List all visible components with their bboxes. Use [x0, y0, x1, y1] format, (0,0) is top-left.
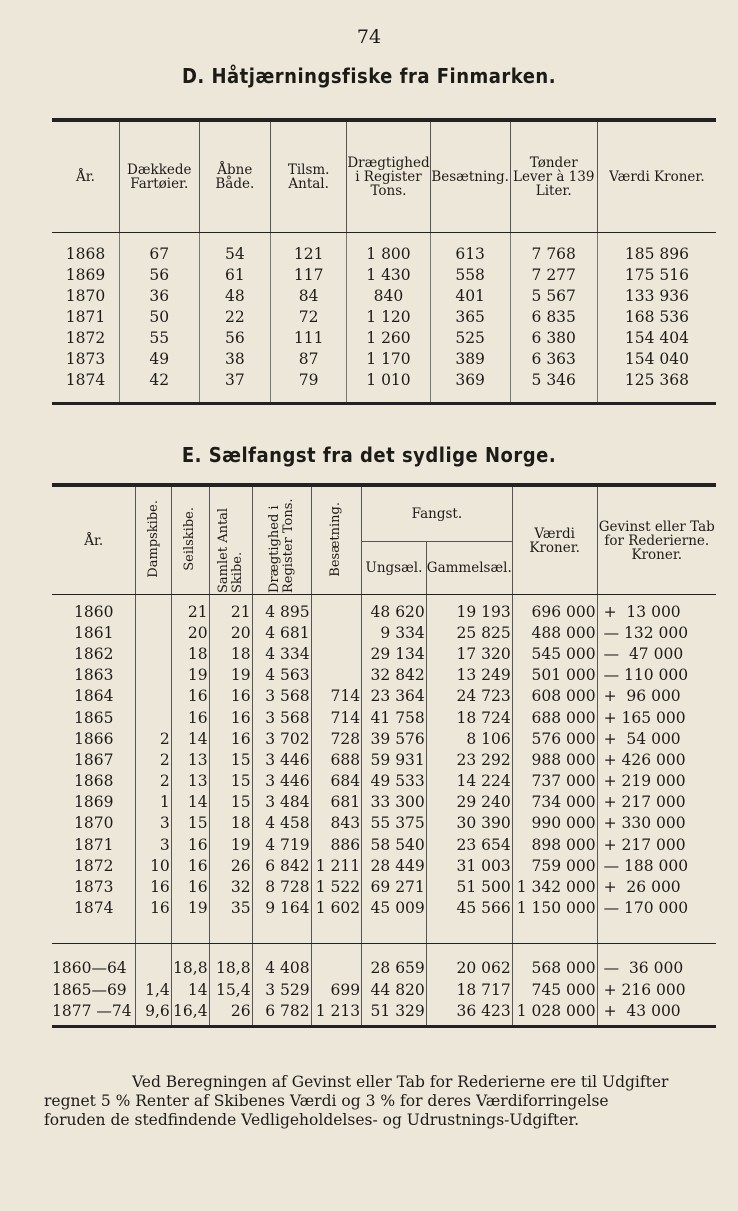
d-table-cell: 84	[271, 285, 347, 306]
d-table-row	[52, 285, 716, 306]
e-table-row	[52, 834, 716, 855]
d-table-cell: 1 800	[347, 233, 430, 265]
e-table-cell: 29 134	[362, 643, 427, 664]
e-average-row	[52, 943, 716, 979]
e-table-cell: 1 211	[311, 855, 361, 876]
e-table-cell: 714	[311, 707, 361, 728]
e-table-cell: 15,4	[209, 979, 252, 1000]
footnote-line-2: regnet 5 % Renter af Skibenes Værdi og 3 % for deres Værdiforringelse	[44, 1092, 609, 1110]
d-table-cell: 1 260	[347, 327, 430, 348]
e-table-cell: 14	[171, 728, 209, 749]
e-table-cell: 6 842	[252, 855, 311, 876]
e-table-cell: 19	[209, 834, 252, 855]
d-table-cell: 154 404	[597, 327, 716, 348]
e-table-cell: 9 164	[252, 898, 311, 944]
e-table-cell: 1870	[74, 814, 114, 833]
e-table-cell: 32 842	[362, 665, 427, 686]
d-table-cell: 369	[430, 369, 510, 404]
d-table-cell: 36	[119, 285, 199, 306]
e-table-cell: 20	[171, 622, 209, 643]
e-average-row	[52, 979, 716, 1000]
e-header-steamships	[136, 487, 171, 595]
d-table-cell: 1871	[65, 307, 106, 326]
e-table-cell	[136, 595, 171, 623]
d-table-row	[52, 306, 716, 327]
d-table-cell: 54	[199, 233, 270, 265]
e-table-cell: 3 484	[252, 792, 311, 813]
d-table-cell: 185 896	[597, 233, 716, 265]
e-table-cell: 1863	[74, 666, 114, 685]
e-table-cell: 1865—69	[52, 980, 127, 999]
e-table-cell: 1871	[74, 835, 114, 854]
e-table-cell: 16,4	[171, 1000, 209, 1027]
d-table-cell: 6 380	[510, 327, 597, 348]
e-table-cell: 545 000	[512, 643, 597, 664]
e-table-cell: 1869	[74, 793, 114, 812]
e-table-cell: 13 249	[426, 665, 512, 686]
e-table-cell: 3	[136, 813, 171, 834]
footnote-line-3: foruden de stedfindende Vedligeholdelses- og Udrustnings-Udgifter.	[44, 1111, 580, 1129]
e-table-cell: 728	[311, 728, 361, 749]
d-table-cell: 1872	[65, 328, 106, 347]
e-table-cell: 1873	[74, 878, 114, 897]
d-table-cell: 50	[119, 306, 199, 327]
d-table-cell: 6 363	[510, 348, 597, 369]
e-table-cell: 49 533	[362, 771, 427, 792]
e-table-cell: 16	[171, 855, 209, 876]
e-table-cell: 14 224	[426, 771, 512, 792]
d-table-cell: 154 040	[597, 348, 716, 369]
e-table-cell: 696 000	[512, 595, 597, 623]
e-table-cell: 48 620	[362, 595, 427, 623]
d-table-cell: 48	[199, 285, 270, 306]
d-table-cell: 168 536	[597, 306, 716, 327]
e-table-cell: 688	[311, 749, 361, 770]
e-header-crew	[311, 487, 361, 595]
e-table-cell: 14	[171, 979, 209, 1000]
e-table-cell: 1868	[74, 772, 114, 791]
e-header-tonnage-label: Drægtighed i Register Tons.	[266, 497, 296, 593]
e-table-cell: 16	[209, 707, 252, 728]
d-table-cell: 22	[199, 306, 270, 327]
d-table-cell: 1874	[52, 369, 119, 404]
header-total-count: Tilsm. Antal.	[271, 122, 347, 233]
d-table-cell: 37	[199, 369, 270, 404]
d-table-row	[52, 348, 716, 369]
e-table-cell: 18	[209, 643, 252, 664]
e-table-cell: 886	[311, 834, 361, 855]
d-table-cell: 1 120	[347, 306, 430, 327]
e-table-row	[52, 686, 716, 707]
d-table-cell: 49	[119, 348, 199, 369]
e-table-cell: 688 000	[512, 707, 597, 728]
e-table-cell: 15	[209, 749, 252, 770]
e-table-row	[52, 792, 716, 813]
header-tonnage: Drægtighed i Register Tons.	[347, 122, 430, 233]
d-table-cell: 125 368	[597, 369, 716, 404]
d-table-cell: 117	[271, 264, 347, 285]
e-table-cell	[136, 707, 171, 728]
d-table-cell: 365	[430, 306, 510, 327]
e-table-row	[52, 622, 716, 643]
e-table-cell: 576 000	[512, 728, 597, 749]
e-table-cell: 10	[136, 855, 171, 876]
e-table-cell: 16	[136, 898, 171, 944]
e-table-cell: 23 364	[362, 686, 427, 707]
e-table-cell: 8 728	[252, 876, 311, 897]
e-table-cell	[136, 643, 171, 664]
e-table-cell: 16	[136, 876, 171, 897]
e-table-cell: 1872	[74, 856, 114, 875]
e-table-cell: 1 522	[311, 876, 361, 897]
d-table-cell: 1873	[65, 349, 106, 368]
e-table-cell: 4 563	[252, 665, 311, 686]
e-table-cell: 16	[209, 728, 252, 749]
e-table-cell: 15	[209, 771, 252, 792]
d-table-cell: 56	[199, 327, 270, 348]
e-table-cell: 25 825	[426, 622, 512, 643]
e-table-cell: + 96 000	[597, 686, 716, 707]
e-table-cell: 4 895	[252, 595, 311, 623]
e-table-cell: 16	[171, 707, 209, 728]
d-table-cell: 175 516	[597, 264, 716, 285]
e-table-cell: 33 300	[362, 792, 427, 813]
e-table-cell: 31 003	[426, 855, 512, 876]
e-table-cell: 988 000	[512, 749, 597, 770]
e-table-cell: — 132 000	[597, 622, 716, 643]
e-table-cell: 608 000	[512, 686, 597, 707]
d-table-cell: 87	[271, 348, 347, 369]
d-table-cell: 121	[271, 233, 347, 265]
e-table-cell: 714	[311, 686, 361, 707]
e-table-row	[52, 876, 716, 897]
e-table-cell	[311, 943, 361, 979]
e-average-row	[52, 1000, 716, 1027]
e-table-cell: 45 009	[362, 898, 427, 944]
e-table-cell: 17 320	[426, 643, 512, 664]
e-header-total-ships	[209, 487, 252, 595]
section-d-title: D. Håtjærningsfiske fra Finmarken.	[181, 64, 557, 88]
e-table-cell: 898 000	[512, 834, 597, 855]
e-header-gain-loss: Gevinst eller Tab for Rederierne. Kroner.	[597, 487, 716, 595]
e-table-cell: 51 329	[362, 1000, 427, 1027]
e-header-old-seal: Gammelsæl.	[426, 542, 512, 595]
e-table-cell: 18,8	[209, 943, 252, 979]
e-table-cell: 1864	[74, 687, 114, 706]
d-table-cell: 389	[430, 348, 510, 369]
e-table-cell: 28 449	[362, 855, 427, 876]
e-table-cell: — 188 000	[597, 855, 716, 876]
e-table-cell: 8 106	[426, 728, 512, 749]
e-table-cell	[311, 595, 361, 623]
e-table-cell: 3 529	[252, 979, 311, 1000]
e-table-cell: 990 000	[512, 813, 597, 834]
e-table-cell: 2	[136, 728, 171, 749]
d-table-cell: 42	[119, 369, 199, 404]
e-table-row	[52, 665, 716, 686]
header-barrels-liver: Tønder Lever à 139 Liter.	[510, 122, 597, 233]
e-table-cell: 14	[171, 792, 209, 813]
e-table-cell: 1 213	[311, 1000, 361, 1027]
page-number: 74	[356, 26, 382, 48]
e-table-row	[52, 898, 716, 944]
e-table-cell: 6 782	[252, 1000, 311, 1027]
e-table-cell: 19 193	[426, 595, 512, 623]
e-table-cell: 4 458	[252, 813, 311, 834]
d-table-row	[52, 264, 716, 285]
e-table-cell: 3 568	[252, 707, 311, 728]
e-table-cell: — 36 000	[597, 943, 716, 979]
d-table-cell: 525	[430, 327, 510, 348]
e-table-cell: 684	[311, 771, 361, 792]
e-table-row	[52, 749, 716, 770]
e-table-cell: — 170 000	[597, 898, 716, 944]
d-table-row	[52, 233, 716, 265]
section-e-table	[52, 483, 716, 1028]
e-table-cell: 44 820	[362, 979, 427, 1000]
e-table-cell: — 110 000	[597, 665, 716, 686]
e-table-cell: 2	[136, 749, 171, 770]
e-table-cell: 16	[171, 876, 209, 897]
e-table-cell	[311, 622, 361, 643]
e-table-cell: 32	[209, 876, 252, 897]
e-table-cell: 9 334	[362, 622, 427, 643]
d-table-row	[52, 327, 716, 348]
d-table-cell: 5 567	[510, 285, 597, 306]
e-table-cell: 18	[171, 643, 209, 664]
header-crew: Besætning.	[430, 122, 510, 233]
e-table-cell: 1865	[74, 708, 114, 727]
e-table-cell: 45 566	[426, 898, 512, 944]
e-table-cell: 39 576	[362, 728, 427, 749]
e-table-cell: 26	[209, 1000, 252, 1027]
e-table-cell: 1862	[74, 644, 114, 663]
e-table-cell: 18 717	[426, 979, 512, 1000]
d-table-cell: 1 170	[347, 348, 430, 369]
e-table-cell: + 330 000	[597, 813, 716, 834]
e-table-cell: 23 292	[426, 749, 512, 770]
e-table-cell: 681	[311, 792, 361, 813]
e-table-cell: 1860—64	[52, 959, 127, 978]
header-year: År.	[52, 122, 119, 233]
e-table-cell: 699	[311, 979, 361, 1000]
e-header-young-seal: Ungsæl.	[362, 542, 427, 595]
d-table-cell: 61	[199, 264, 270, 285]
e-table-cell: 501 000	[512, 665, 597, 686]
e-table-cell: 3 702	[252, 728, 311, 749]
e-header-value: Værdi Kroner.	[512, 487, 597, 595]
e-table-row	[52, 771, 716, 792]
section-e-title: E. Sælfangst fra det sydlige Norge.	[181, 443, 557, 467]
d-table-cell: 133 936	[597, 285, 716, 306]
e-table-row	[52, 813, 716, 834]
e-table-cell: 1 150 000	[512, 898, 597, 944]
e-table-cell: 3 446	[252, 749, 311, 770]
d-table-cell: 111	[271, 327, 347, 348]
e-header-crew-label: Besætning.	[328, 501, 344, 577]
header-covered-vessels: Dækkede Fartøier.	[119, 122, 199, 233]
section-d-table	[52, 118, 716, 405]
e-header-total-ships-label: Samlet Antal Skibe.	[215, 507, 245, 593]
e-table-cell: 1 342 000	[512, 876, 597, 897]
e-table-cell	[136, 622, 171, 643]
e-table-cell: + 165 000	[597, 707, 716, 728]
e-table-cell: 1866	[74, 729, 114, 748]
e-table-cell: 1 028 000	[512, 1000, 597, 1027]
e-table-cell: 745 000	[512, 979, 597, 1000]
e-table-cell: 9,6	[136, 1000, 171, 1027]
d-table-cell: 7 768	[510, 233, 597, 265]
e-table-cell: 19	[171, 898, 209, 944]
e-table-cell: 18,8	[171, 943, 209, 979]
e-table-cell: 18	[209, 813, 252, 834]
e-table-cell: 28 659	[362, 943, 427, 979]
e-table-row	[52, 728, 716, 749]
e-table-cell	[136, 686, 171, 707]
d-table-cell: 56	[119, 264, 199, 285]
e-table-cell: 3 568	[252, 686, 311, 707]
e-table-cell: 1,4	[136, 979, 171, 1000]
e-table-cell: 16	[171, 834, 209, 855]
e-table-cell: 59 931	[362, 749, 427, 770]
e-table-cell: 19	[171, 665, 209, 686]
e-table-cell	[136, 943, 171, 979]
e-table-cell: 30 390	[426, 813, 512, 834]
e-table-cell: 4 334	[252, 643, 311, 664]
e-table-cell: 1861	[74, 623, 114, 642]
footnote-line-1: Ved Beregningen af Gevinst eller Tab for Rederierne ere til Udgifter	[132, 1073, 669, 1091]
header-value: Værdi Kroner.	[597, 122, 716, 233]
e-table-cell: 58 540	[362, 834, 427, 855]
e-table-cell: 1874	[52, 898, 136, 944]
e-table-cell: 41 758	[362, 707, 427, 728]
e-table-cell: 1860	[74, 602, 114, 621]
e-table-cell	[311, 665, 361, 686]
d-table-cell: 7 277	[510, 264, 597, 285]
d-table-cell: 67	[119, 233, 199, 265]
e-table-cell	[136, 665, 171, 686]
e-table-cell: + 26 000	[597, 876, 716, 897]
e-table-cell: + 217 000	[597, 792, 716, 813]
e-table-row	[52, 595, 716, 623]
e-table-cell: 16	[209, 686, 252, 707]
e-table-cell: + 217 000	[597, 834, 716, 855]
d-table-cell: 1870	[65, 286, 106, 305]
e-table-cell: + 219 000	[597, 771, 716, 792]
d-table-cell: 38	[199, 348, 270, 369]
e-table-cell: 19	[209, 665, 252, 686]
e-header-steamships-label: Dampskibe.	[145, 500, 161, 578]
e-table-cell: 4 408	[252, 943, 311, 979]
d-table-cell: 1869	[65, 265, 106, 284]
e-table-cell: 35	[209, 898, 252, 944]
e-table-cell: 4 681	[252, 622, 311, 643]
e-table-cell: 3 446	[252, 771, 311, 792]
e-table-cell: 69 271	[362, 876, 427, 897]
d-table-cell: 613	[430, 233, 510, 265]
e-table-cell: 734 000	[512, 792, 597, 813]
e-table-cell: 1877 —74	[52, 1000, 136, 1027]
e-header-tonnage	[252, 487, 311, 595]
e-table-cell: 759 000	[512, 855, 597, 876]
d-table-cell: 72	[271, 306, 347, 327]
e-header-year: År.	[52, 487, 136, 595]
e-table-cell: 36 423	[426, 1000, 512, 1027]
d-table-cell: 840	[347, 285, 430, 306]
e-table-cell: 15	[209, 792, 252, 813]
header-open-boats: Åbne Både.	[199, 122, 270, 233]
e-table-cell: + 13 000	[597, 595, 716, 623]
e-table-cell: 2	[136, 771, 171, 792]
d-table-cell: 79	[271, 369, 347, 404]
e-header-catch: Fangst.	[362, 487, 513, 542]
e-table-cell: 488 000	[512, 622, 597, 643]
e-table-cell: 23 654	[426, 834, 512, 855]
e-table-cell: 55 375	[362, 813, 427, 834]
e-table-cell	[311, 643, 361, 664]
e-table-cell: 737 000	[512, 771, 597, 792]
d-table-cell: 1 430	[347, 264, 430, 285]
e-header-sailships-label: Seilskibe.	[182, 507, 198, 571]
e-table-cell: 21	[171, 595, 209, 623]
e-table-cell: + 216 000	[597, 979, 716, 1000]
e-table-row	[52, 855, 716, 876]
footnote	[44, 1073, 718, 1130]
e-table-row	[52, 643, 716, 664]
d-table-cell: 6 835	[510, 306, 597, 327]
e-table-cell: 24 723	[426, 686, 512, 707]
e-table-cell: + 43 000	[597, 1000, 716, 1027]
e-table-cell: 20 062	[426, 943, 512, 979]
d-table-cell: 558	[430, 264, 510, 285]
d-table-cell: 401	[430, 285, 510, 306]
e-table-cell: 568 000	[512, 943, 597, 979]
d-table-cell: 1868	[65, 244, 106, 263]
e-header-sailships	[171, 487, 209, 595]
e-table-cell: 1	[136, 792, 171, 813]
d-table-cell: 55	[119, 327, 199, 348]
e-table-cell: 29 240	[426, 792, 512, 813]
e-table-cell: 18 724	[426, 707, 512, 728]
e-table-cell: — 47 000	[597, 643, 716, 664]
e-table-cell: 1 602	[311, 898, 361, 944]
d-table-row	[52, 369, 716, 404]
e-table-cell: 4 719	[252, 834, 311, 855]
e-table-cell: 20	[209, 622, 252, 643]
e-table-cell: 843	[311, 813, 361, 834]
e-table-cell: 13	[171, 749, 209, 770]
e-table-row	[52, 707, 716, 728]
e-table-cell: 13	[171, 771, 209, 792]
e-table-cell: 51 500	[426, 876, 512, 897]
e-table-cell: 21	[209, 595, 252, 623]
d-table-cell: 1 010	[347, 369, 430, 404]
e-table-cell: 3	[136, 834, 171, 855]
e-table-cell: + 426 000	[597, 749, 716, 770]
e-table-cell: 1867	[74, 750, 114, 769]
e-table-cell: 16	[171, 686, 209, 707]
e-table-cell: + 54 000	[597, 728, 716, 749]
e-table-cell: 15	[171, 813, 209, 834]
e-table-cell: 26	[209, 855, 252, 876]
d-table-cell: 5 346	[510, 369, 597, 404]
